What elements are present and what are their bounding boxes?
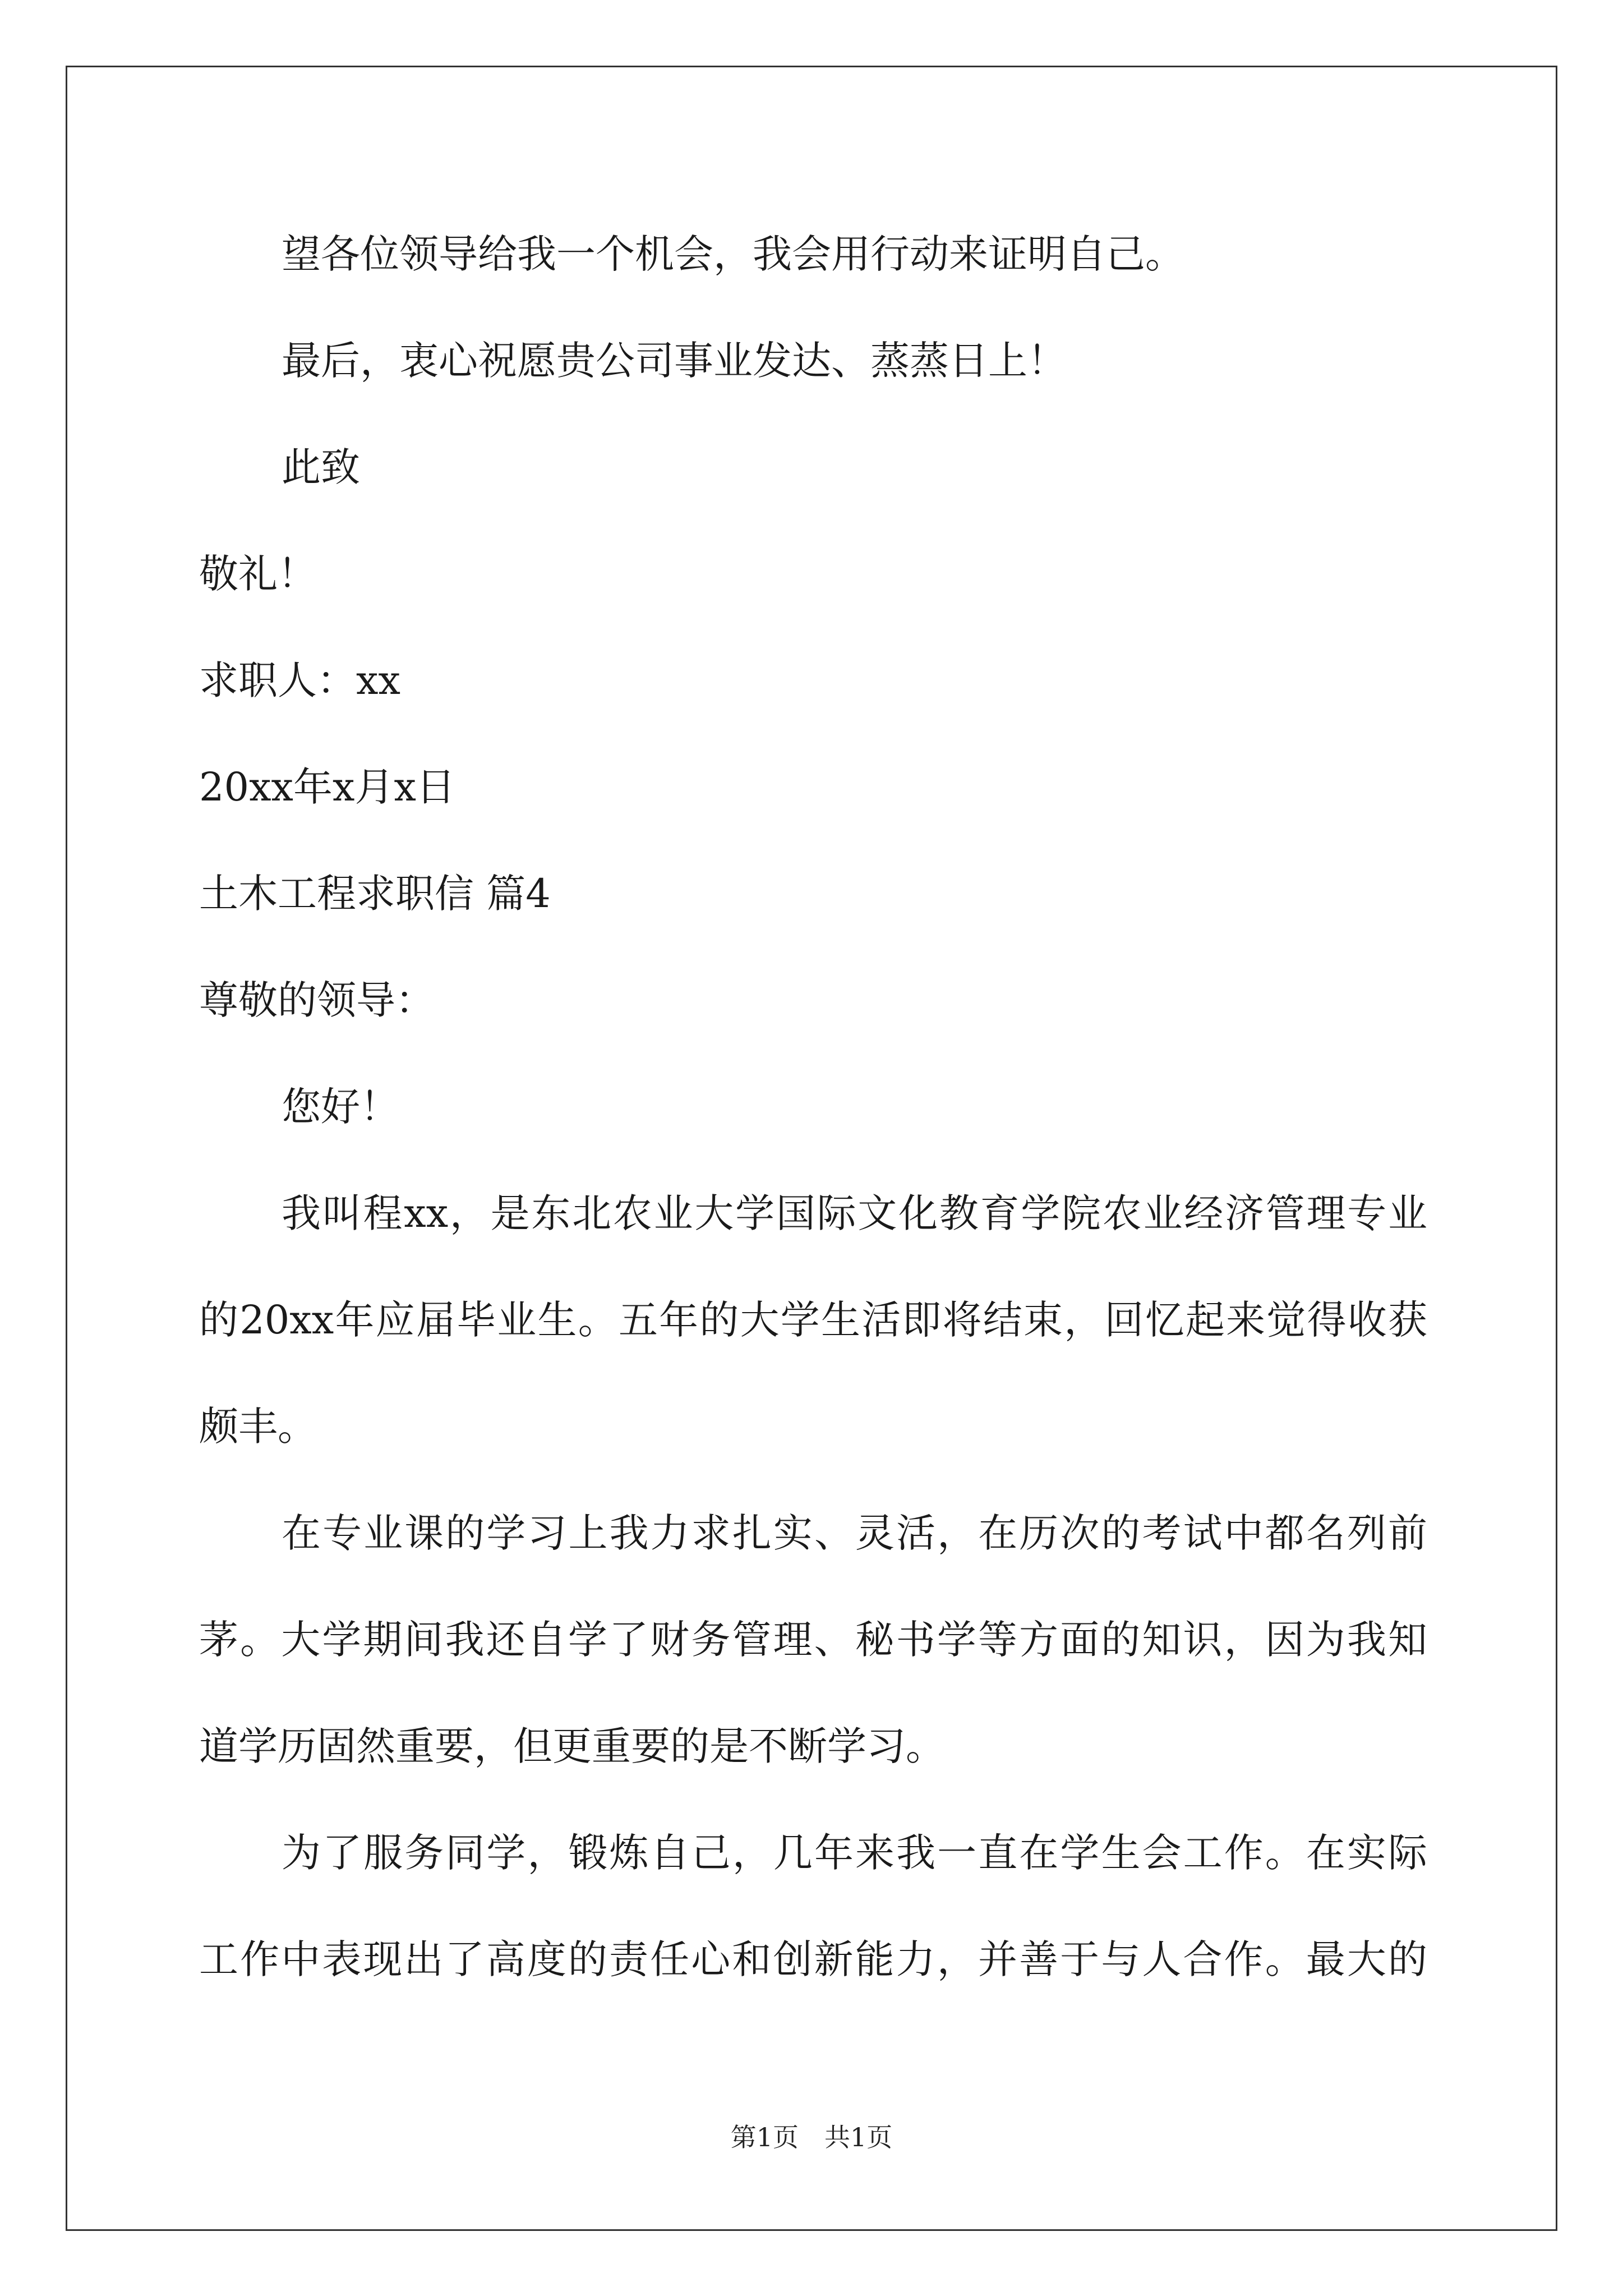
text-line: 最后，衷心祝愿贵公司事业发达、蒸蒸日上！ [282,338,1067,384]
salutation-closing: 此致 [282,444,360,490]
text-line: 望各位领导给我一个机会，我会用行动来证明自己。 [282,231,1184,277]
greeting: 您好！ [282,1084,399,1130]
page-number-footer: 第1页 共1页 [730,2122,893,2152]
salutation-regards: 敬礼！ [199,551,317,597]
page-border [66,66,1557,2231]
greeting-recipient: 尊敬的领导： [199,977,435,1023]
text-line: 我叫程xx，是东北农业大学国际文化教育学院农业经济管理专业 [282,1190,1427,1236]
text-line: 在专业课的学习上我力求扎实、灵活，在历次的考试中都名列前 [282,1510,1427,1556]
text-line: 的20xx年应届毕业生。五年的大学生活即将结束，回忆起来觉得收获 [199,1297,1427,1343]
text-line: 为了服务同学，锻炼自己，几年来我一直在学生会工作。在实际 [282,1830,1427,1876]
text-line: 道学历固然重要，但更重要的是不断学习。 [199,1723,945,1769]
text-line: 工作中表现出了高度的责任心和创新能力，并善于与人合作。最大的 [199,1936,1427,1982]
section-heading: 土木工程求职信 篇4 [199,871,551,917]
letter-date: 20xx年x月x日 [199,764,455,810]
applicant-name: 求职人：xx [199,657,400,703]
text-line: 颇丰。 [199,1404,317,1450]
text-line: 茅。大学期间我还自学了财务管理、秘书学等方面的知识，因为我知 [199,1617,1427,1663]
